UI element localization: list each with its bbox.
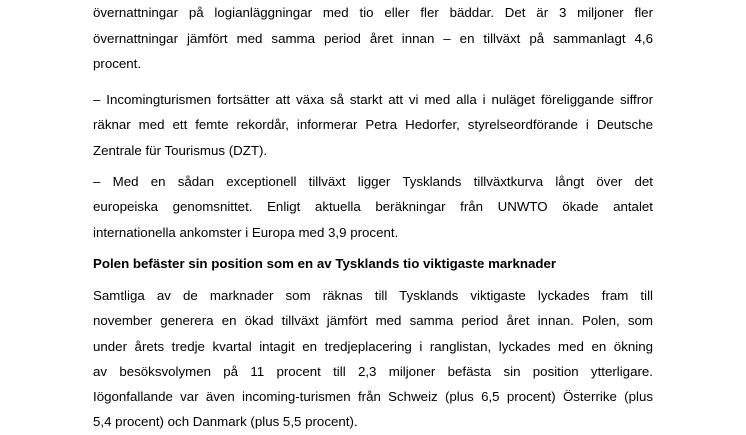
paragraph-quote-hedorfer (93, 87, 653, 163)
text-line: Samtliga av de marknader som räknas till Tysklands viktigaste lyckades fram till (93, 283, 653, 308)
text-line: procent. (93, 51, 653, 76)
text-line: – Med en sådan exceptionell tillväxt ligger Tysklands tillväxtkurva långt över det (93, 169, 653, 194)
text-line: Zentrale für Tourismus (DZT). (93, 138, 653, 163)
text-line: – Incomingturismen fortsätter att växa så starkt att vi med alla i nuläget föreliggande siffror (93, 87, 653, 112)
text-line: av besöksvolymen på 11 procent till 2,3 miljoner befästa sin position ytterligare. (93, 359, 653, 384)
text-line: Iögonfallande var även incoming-turismen från Schweiz (plus 6,5 procent) Österrike (plus (93, 384, 653, 409)
text-line: november generera en ökad tillväxt jämfört med samma period året innan. Polen, som (93, 308, 653, 333)
text-line: övernattningar jämfört med samma period året innan – en tillväxt på sammanlagt 4,6 (93, 26, 653, 51)
section-heading: Polen befäster sin position som en av Tysklands tio viktigaste marknader (93, 251, 673, 276)
paragraph-quote-growth (93, 169, 653, 245)
text-line: 5,4 procent) och Danmark (plus 5,5 procent). (93, 409, 653, 434)
text-line: internationella ankomster i Europa med 3,9 procent. (93, 220, 653, 245)
text-line: räknar med ett femte rekordår, informerar Petra Hedorfer, styrelseordförande i Deutsche (93, 112, 653, 137)
text-line: europeiska genomsnittet. Enligt aktuella beräkningar från UNWTO ökade antalet (93, 194, 653, 219)
paragraph-markets (93, 283, 653, 435)
text-line: under årets tredje kvartal intagit en tredjeplacering i ranglistan, lyckades med en ökning (93, 334, 653, 359)
text-line: övernattningar på logianläggningar med tio eller fler bäddar. Det är 3 miljoner fler (93, 0, 653, 25)
paragraph-statistics (93, 0, 653, 76)
